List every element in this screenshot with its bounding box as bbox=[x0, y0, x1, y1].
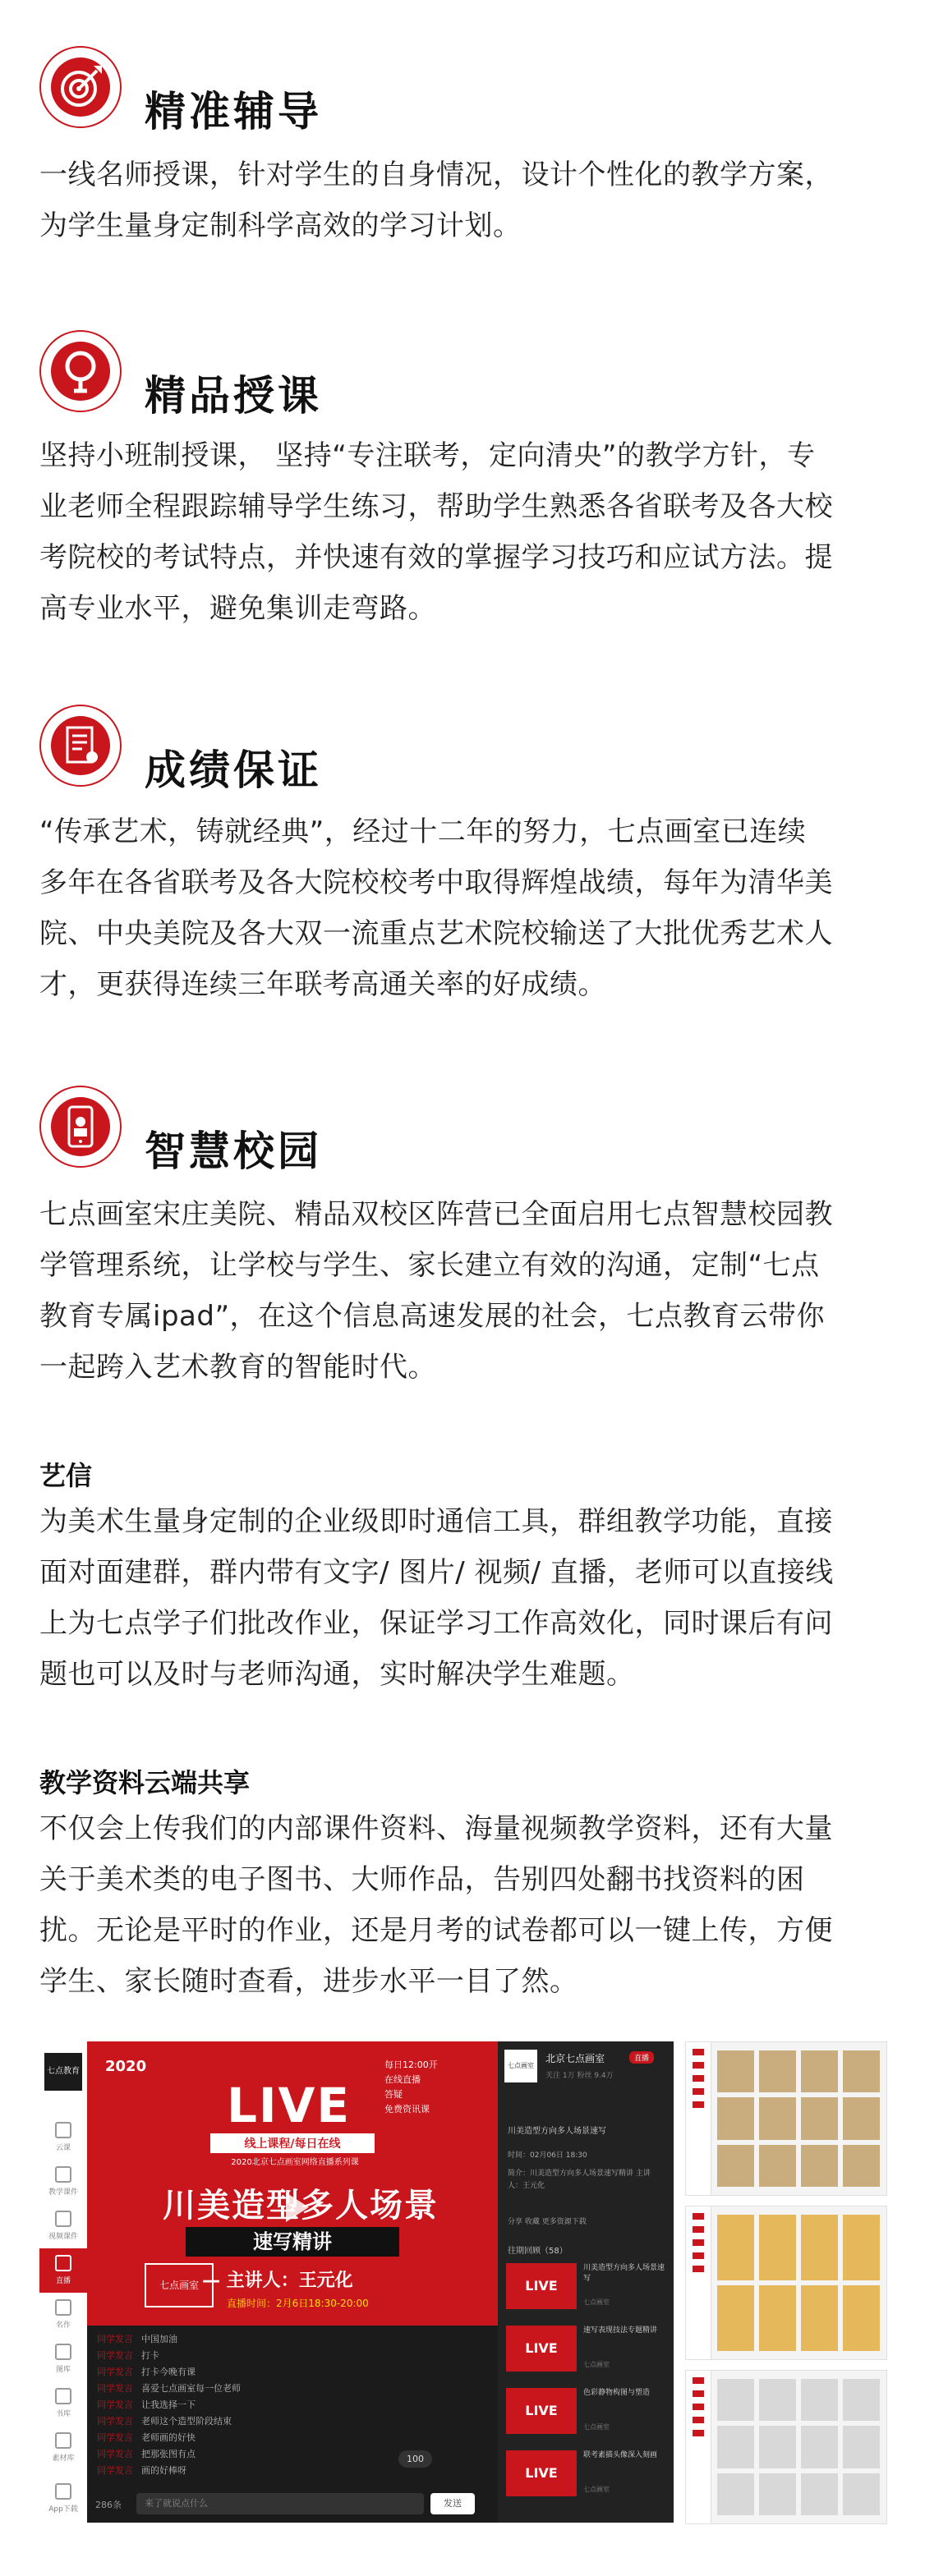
section-title: 精准辅导 bbox=[145, 88, 322, 135]
thumbnail-sidebar bbox=[686, 2206, 711, 2359]
send-button[interactable]: 发送 bbox=[430, 2493, 475, 2514]
poster-banner: 速写精讲 bbox=[186, 2227, 399, 2257]
thumbnail-sidebar bbox=[686, 2371, 711, 2523]
replay-thumbnail: LIVE bbox=[506, 2263, 577, 2309]
channel-stats: 关注 1万 粉丝 9.4万 bbox=[545, 2072, 614, 2080]
subsection-title-yixin: 艺信 bbox=[39, 1460, 93, 1491]
replay-thumbnail: LIVE bbox=[506, 2326, 577, 2372]
section-title: 精品授课 bbox=[145, 372, 322, 420]
poster-live: LIVE bbox=[227, 2078, 352, 2133]
replay-meta: 七点画室 bbox=[583, 2361, 610, 2368]
chat-message: 同学发言 中国加油 bbox=[97, 2334, 177, 2344]
play-icon[interactable] bbox=[286, 2193, 309, 2222]
chat-message: 同学发言 让我选择一下 bbox=[97, 2399, 196, 2410]
download-icon bbox=[55, 2483, 71, 2500]
poster-main-title: 川美造型多人场景 bbox=[163, 2187, 439, 2225]
app-logo: 七点教育 bbox=[44, 2053, 82, 2091]
sidebar-item[interactable]: 视频课件 bbox=[39, 2204, 87, 2248]
certificate-icon bbox=[39, 705, 122, 787]
poster-time: 直播时间：2月6日18:30-20:00 bbox=[227, 2298, 369, 2309]
sidebar-item-live[interactable]: 直播 bbox=[39, 2248, 87, 2293]
replay-thumbnail: LIVE bbox=[506, 2450, 577, 2496]
video-icon bbox=[55, 2211, 71, 2227]
section-body: 七点画室宋庄美院、精品双校区阵营已全面启用七点智慧校园教 学管理系统，让学校与学生、家长建立有效的沟通，定制“七点 教育专属ipad”，在这个信息高速发展的社会，七点教育云带你 一起跨入艺术教育的智能时代。 bbox=[39, 1198, 833, 1384]
video-player[interactable] bbox=[87, 2041, 498, 2326]
subsection-body-cloud: 不仅会上传我们的内部课件资料、海量视频教学资料，还有大量 关于美术类的电子图书、大师作品，告别四处翻书找资料的困 扰。无论是平时的作业，还是月考的试卷都可以一键上传，方便 学生、家长随时查看，进步水平一目了然。 bbox=[39, 1812, 833, 1998]
section-title: 成绩保证 bbox=[145, 746, 322, 794]
poster-speaker: — 主讲人：王元化 bbox=[202, 2271, 353, 2291]
poster-year: 2020 bbox=[105, 2058, 147, 2075]
channel-name: 北京七点画室 bbox=[545, 2053, 605, 2064]
material-icon bbox=[55, 2432, 71, 2449]
replay-item[interactable] bbox=[506, 2450, 667, 2500]
magnifier-icon bbox=[39, 330, 122, 412]
sketch-library-thumbnail bbox=[685, 2370, 887, 2524]
stream-title: 川美造型方向多人场景速写 bbox=[508, 2127, 606, 2136]
replay-meta: 七点画室 bbox=[583, 2486, 610, 2493]
stream-actions[interactable]: 分享 收藏 更多资源下载 bbox=[508, 2218, 587, 2226]
sidebar-item[interactable]: 素材库 bbox=[39, 2426, 87, 2470]
book-grid bbox=[717, 2215, 880, 2351]
stream-time: 时间：02月06日 18:30 bbox=[508, 2151, 587, 2160]
ebook-library-thumbnail bbox=[685, 2206, 887, 2360]
section-title: 智慧校园 bbox=[145, 1127, 322, 1175]
sketch-grid bbox=[717, 2379, 880, 2515]
section-body: 一线名师授课，针对学生的自身情况，设计个性化的教学方案， 为学生量身定制科学高效的学习计划。 bbox=[39, 158, 833, 242]
app-download[interactable]: App下载 bbox=[39, 2477, 87, 2521]
tablet-icon bbox=[39, 1086, 122, 1168]
stream-description: 简介：川美造型方向多人场景速写精讲 主讲人：王元化 bbox=[508, 2170, 651, 2190]
sidebar-item[interactable]: 名作 bbox=[39, 2293, 87, 2337]
replay-title: 色彩静物构图与塑造 bbox=[583, 2389, 651, 2397]
poster-corner-info: 每日12:00开 在线直播 答疑 免费资讯课 bbox=[384, 2059, 438, 2115]
section-body: “传承艺术，铸就经典”，经过十二年的努力，七点画室已连续 多年在各省联考及各大院校校考中取得辉煌战绩，每年为清华美 院、中央美院及各大双一流重点艺术院校输送了大批优秀艺术人 才，更获得连续三年联考高通关率的好成绩。 bbox=[39, 815, 833, 1001]
chat-panel bbox=[87, 2326, 498, 2523]
replay-title: 川美造型方向多人场景速写 bbox=[583, 2264, 665, 2283]
replay-title: 速写表现技法专题精讲 bbox=[583, 2326, 658, 2335]
live-badge: 直播 bbox=[629, 2051, 654, 2064]
resource-thumbnails bbox=[685, 2041, 886, 2523]
channel-panel bbox=[498, 2041, 674, 2523]
poster-tag: 线上课程/每日在线 bbox=[210, 2133, 375, 2153]
courseware-icon bbox=[55, 2166, 71, 2183]
cloud-icon bbox=[55, 2122, 71, 2138]
sidebar-item[interactable]: 云课 bbox=[39, 2115, 87, 2160]
replay-list-header: 往期回顾（58） bbox=[508, 2247, 568, 2256]
replay-item[interactable] bbox=[506, 2326, 667, 2375]
section-body: 坚持小班制授课， 坚持“专注联考，定向清央”的教学方针，专 业老师全程跟踪辅导学生练习，帮助学生熟悉各省联考及各大校 考院校的考试特点，并快速有效的掌握学习技巧和应试方法。提 高专业水平，避免集训走弯路。 bbox=[39, 439, 833, 625]
sidebar-item[interactable]: 书库 bbox=[39, 2381, 87, 2426]
replay-thumbnail: LIVE bbox=[506, 2388, 577, 2434]
replay-meta: 七点画室 bbox=[583, 2298, 610, 2306]
live-stream-screenshot bbox=[39, 2041, 674, 2523]
book-icon bbox=[55, 2388, 71, 2404]
chat-message: 同学发言 喜爱七点画室每一位老师 bbox=[97, 2383, 241, 2394]
poster-subtitle: 2020北京七点画室网络直播系列课 bbox=[231, 2158, 359, 2167]
live-icon bbox=[55, 2255, 71, 2271]
app-sidebar bbox=[39, 2041, 87, 2523]
sidebar-item[interactable]: 教学课件 bbox=[39, 2160, 87, 2204]
poster-logo: 七点画室 bbox=[145, 2263, 214, 2307]
replay-title: 联考素描头像深入刻画 bbox=[583, 2451, 658, 2459]
chat-message: 同学发言 画的好棒呀 bbox=[97, 2465, 186, 2476]
chat-message: 同学发言 打卡今晚有课 bbox=[97, 2367, 196, 2377]
like-counter[interactable]: 100 bbox=[398, 2450, 432, 2468]
chat-message: 同学发言 把那张图有点 bbox=[97, 2449, 196, 2459]
chat-input[interactable]: 来了就说点什么 bbox=[136, 2493, 424, 2514]
replay-item[interactable] bbox=[506, 2388, 667, 2437]
chat-message: 同学发言 老师这个造型阶段结束 bbox=[97, 2416, 232, 2427]
artwork-grid bbox=[717, 2050, 880, 2187]
gallery-icon bbox=[55, 2344, 71, 2360]
masterpiece-icon bbox=[55, 2299, 71, 2316]
message-count: 286条 bbox=[95, 2500, 122, 2510]
target-icon bbox=[39, 46, 122, 128]
sidebar-item[interactable]: 图库 bbox=[39, 2337, 87, 2381]
thumbnail-sidebar bbox=[686, 2042, 711, 2195]
channel-avatar: 七点画室 bbox=[504, 2050, 537, 2082]
chat-message: 同学发言 老师画的好快 bbox=[97, 2432, 196, 2443]
replay-item[interactable] bbox=[506, 2263, 667, 2312]
replay-meta: 七点画室 bbox=[583, 2423, 610, 2431]
masterpiece-gallery-thumbnail bbox=[685, 2041, 887, 2196]
subsection-title-cloud: 教学资料云端共享 bbox=[39, 1767, 251, 1798]
subsection-body-yixin: 为美术生量身定制的企业级即时通信工具，群组教学功能，直接 面对面建群，群内带有文字/ 图片/ 视频/ 直播，老师可以直接线 上为七点学子们批改作业，保证学习工作高效化，同时课后有问 题也可以及时与老师沟通，实时解决学生难题。 bbox=[39, 1505, 834, 1691]
chat-message: 同学发言 打卡 bbox=[97, 2350, 159, 2361]
